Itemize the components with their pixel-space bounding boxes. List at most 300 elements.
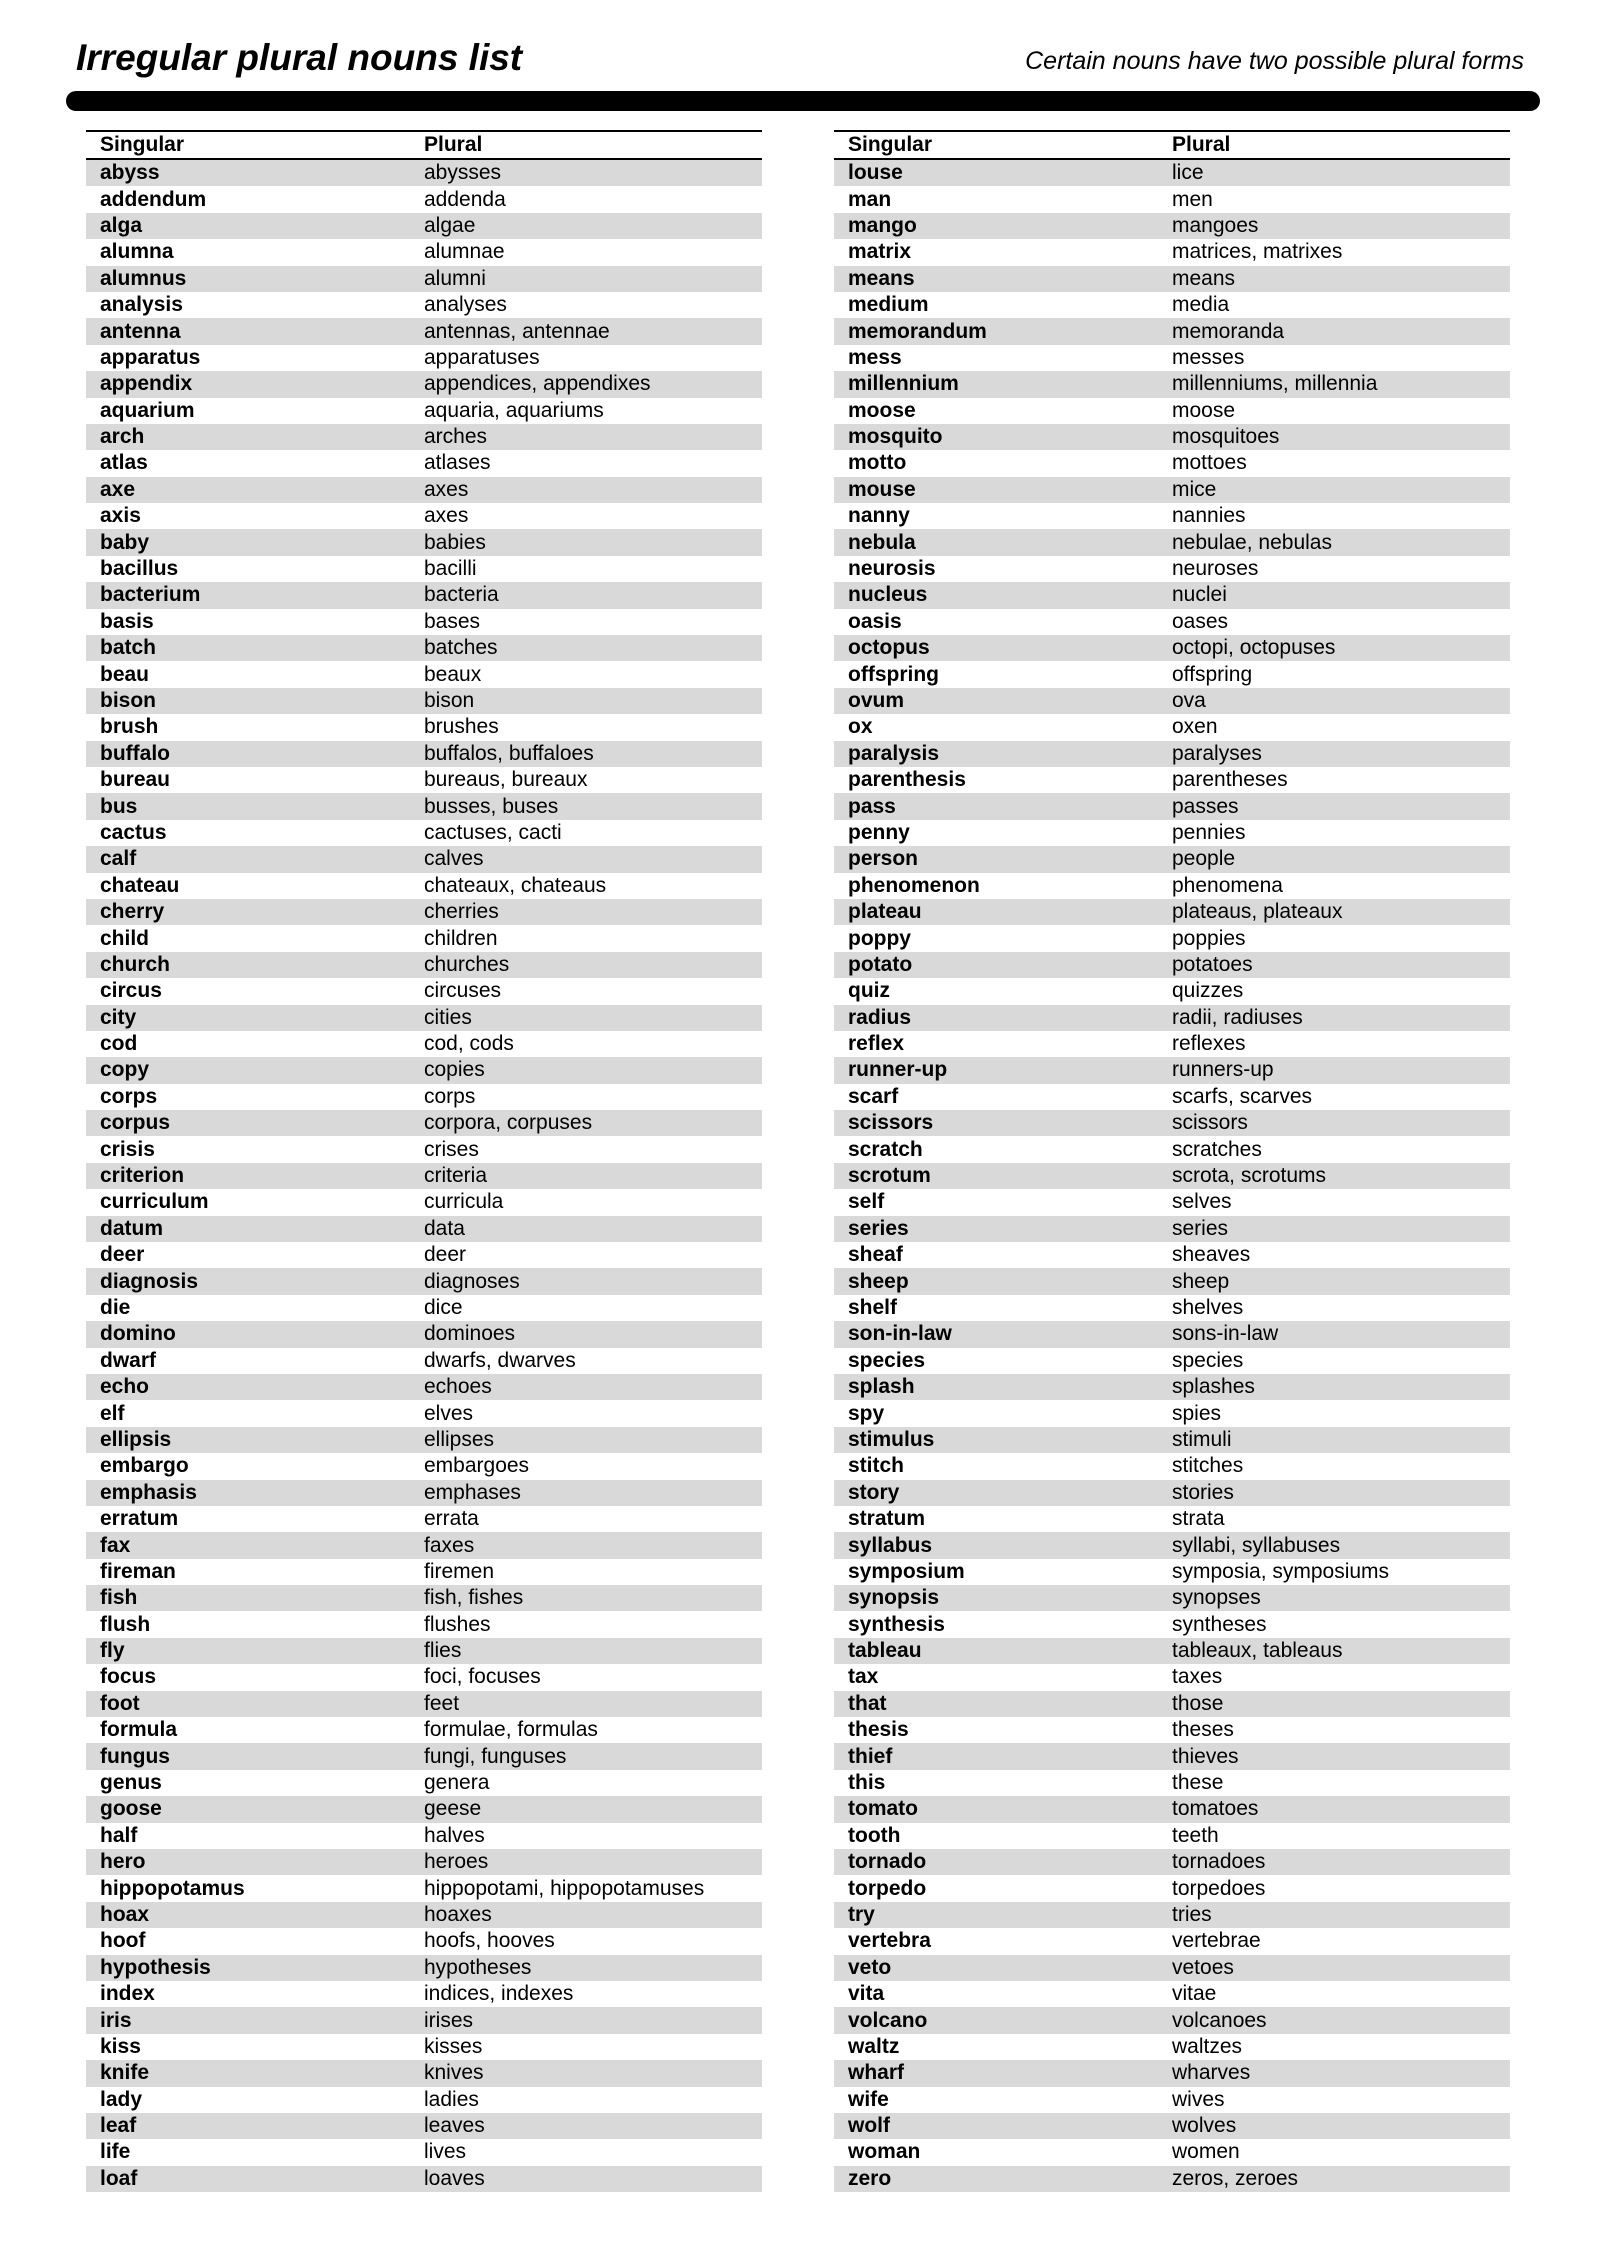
plural-cell: shelves bbox=[1172, 1295, 1244, 1319]
singular-cell: hoax bbox=[100, 1902, 150, 1926]
singular-cell: flush bbox=[100, 1612, 151, 1636]
table-row bbox=[86, 1796, 762, 1822]
singular-cell: quiz bbox=[848, 979, 890, 1003]
plural-cell: apparatuses bbox=[424, 345, 540, 369]
table-row bbox=[834, 1928, 1510, 1954]
table-row bbox=[834, 1981, 1510, 2007]
singular-cell: emphasis bbox=[100, 1480, 197, 1504]
plural-cell: indices, indexes bbox=[424, 1982, 574, 2006]
table-row bbox=[86, 899, 762, 925]
singular-cell: self bbox=[848, 1190, 885, 1214]
table-row bbox=[834, 1057, 1510, 1083]
plural-cell: circuses bbox=[424, 979, 502, 1003]
table-row bbox=[86, 318, 762, 344]
singular-cell: goose bbox=[100, 1797, 162, 1821]
table-row bbox=[834, 925, 1510, 951]
singular-cell: tornado bbox=[848, 1850, 927, 1874]
singular-cell: crisis bbox=[100, 1137, 155, 1161]
table-row bbox=[834, 477, 1510, 503]
singular-cell: millennium bbox=[848, 372, 959, 396]
plural-cell: babies bbox=[424, 530, 486, 554]
plural-cell: symposia, symposiums bbox=[1172, 1559, 1390, 1583]
table-row bbox=[834, 1559, 1510, 1585]
plural-cell: sheaves bbox=[1172, 1243, 1251, 1267]
plural-cell: parentheses bbox=[1172, 768, 1288, 792]
table-row bbox=[86, 1031, 762, 1057]
plural-cell: flushes bbox=[424, 1612, 491, 1636]
singular-cell: matrix bbox=[848, 240, 912, 264]
plural-cell: axes bbox=[424, 504, 469, 528]
table-row bbox=[834, 1163, 1510, 1189]
table-row bbox=[86, 1400, 762, 1426]
table-row bbox=[834, 635, 1510, 661]
table-row bbox=[86, 952, 762, 978]
singular-cell: axe bbox=[100, 477, 136, 501]
singular-cell: synthesis bbox=[848, 1612, 945, 1636]
table-row bbox=[86, 714, 762, 740]
table-row bbox=[86, 846, 762, 872]
table-row bbox=[86, 1453, 762, 1479]
singular-cell: fish bbox=[100, 1586, 138, 1610]
singular-cell: scissors bbox=[848, 1111, 934, 1135]
plural-cell: tries bbox=[1172, 1902, 1212, 1926]
table-row bbox=[834, 450, 1510, 476]
singular-cell: genus bbox=[100, 1771, 162, 1795]
singular-cell: plateau bbox=[848, 900, 922, 924]
table-row bbox=[86, 1585, 762, 1611]
table-row bbox=[86, 2166, 762, 2192]
table-row bbox=[86, 1823, 762, 1849]
plural-cell: formulae, formulas bbox=[424, 1718, 598, 1742]
plural-cell: memoranda bbox=[1172, 319, 1285, 343]
plural-cell: firemen bbox=[424, 1559, 495, 1583]
table-row bbox=[834, 1638, 1510, 1664]
table-row bbox=[86, 1136, 762, 1162]
table-row bbox=[834, 1506, 1510, 1532]
plural-cell: embargoes bbox=[424, 1454, 530, 1478]
plural-cell: vitae bbox=[1172, 1982, 1217, 2006]
singular-cell: symposium bbox=[848, 1559, 965, 1583]
singular-cell: mess bbox=[848, 345, 902, 369]
plural-cell: moose bbox=[1172, 398, 1236, 422]
singular-cell: tax bbox=[848, 1665, 879, 1689]
singular-cell: alumnus bbox=[100, 266, 187, 290]
table-row bbox=[834, 1216, 1510, 1242]
plural-cell: reflexes bbox=[1172, 1032, 1246, 1056]
table-row bbox=[834, 239, 1510, 265]
table-row bbox=[86, 2087, 762, 2113]
page-subtitle: Certain nouns have two possible plural forms bbox=[1025, 47, 1524, 75]
singular-cell: person bbox=[848, 847, 919, 871]
table-row bbox=[86, 661, 762, 687]
table-row bbox=[86, 635, 762, 661]
right-table-body bbox=[834, 160, 1510, 2192]
table-row bbox=[86, 1057, 762, 1083]
table-row bbox=[86, 1849, 762, 1875]
plural-cell: synopses bbox=[1172, 1586, 1261, 1610]
singular-cell: moose bbox=[848, 398, 916, 422]
table-row bbox=[834, 820, 1510, 846]
singular-cell: spy bbox=[848, 1401, 885, 1425]
plural-cell: messes bbox=[1172, 345, 1245, 369]
singular-cell: dwarf bbox=[100, 1348, 157, 1372]
plural-cell: alumni bbox=[424, 266, 486, 290]
plural-cell: waltzes bbox=[1172, 2034, 1243, 2058]
singular-cell: arch bbox=[100, 425, 145, 449]
plural-column-header: Plural bbox=[1172, 133, 1231, 156]
table-row bbox=[86, 1955, 762, 1981]
plural-cell: alumnae bbox=[424, 240, 505, 264]
table-row bbox=[86, 741, 762, 767]
singular-cell: stitch bbox=[848, 1454, 905, 1478]
table-row bbox=[834, 1189, 1510, 1215]
table-row bbox=[834, 1374, 1510, 1400]
plural-cell: buffalos, buffaloes bbox=[424, 741, 594, 765]
singular-cell: corpus bbox=[100, 1111, 171, 1135]
plural-cell: nebulae, nebulas bbox=[1172, 530, 1332, 554]
plural-cell: chateaux, chateaus bbox=[424, 873, 607, 897]
table-row bbox=[86, 345, 762, 371]
plural-cell: cities bbox=[424, 1005, 472, 1029]
plural-cell: algae bbox=[424, 213, 476, 237]
plural-cell: thieves bbox=[1172, 1744, 1239, 1768]
singular-cell: stratum bbox=[848, 1507, 926, 1531]
plural-cell: errata bbox=[424, 1507, 479, 1531]
singular-cell: appendix bbox=[100, 372, 193, 396]
header-divider-bar bbox=[66, 91, 1540, 111]
plural-cell: dominoes bbox=[424, 1322, 516, 1346]
plural-cell: cactuses, cacti bbox=[424, 820, 562, 844]
singular-cell: half bbox=[100, 1823, 138, 1847]
singular-cell: ox bbox=[848, 715, 873, 739]
plural-cell: vertebrae bbox=[1172, 1929, 1261, 1953]
singular-column-header: Singular bbox=[100, 133, 185, 156]
plural-cell: appendices, appendixes bbox=[424, 372, 651, 396]
singular-cell: bison bbox=[100, 689, 156, 712]
singular-cell: sheaf bbox=[848, 1243, 903, 1267]
singular-cell: penny bbox=[848, 820, 910, 844]
table-row bbox=[86, 1321, 762, 1347]
plural-cell: children bbox=[424, 926, 498, 950]
singular-cell: cherry bbox=[100, 900, 165, 924]
singular-cell: curriculum bbox=[100, 1190, 209, 1214]
plural-cell: fish, fishes bbox=[424, 1586, 524, 1610]
plural-cell: hoaxes bbox=[424, 1902, 492, 1926]
plural-cell: means bbox=[1172, 266, 1236, 290]
table-row bbox=[86, 424, 762, 450]
table-row bbox=[834, 1295, 1510, 1321]
plural-cell: hoofs, hooves bbox=[424, 1929, 555, 1953]
plural-cell: dice bbox=[424, 1295, 463, 1319]
plural-cell: potatoes bbox=[1172, 952, 1253, 976]
table-row bbox=[86, 1770, 762, 1796]
table-row bbox=[834, 978, 1510, 1004]
plural-cell: busses, buses bbox=[424, 794, 559, 818]
table-row bbox=[834, 266, 1510, 292]
singular-cell: species bbox=[848, 1348, 926, 1372]
plural-cell: teeth bbox=[1172, 1823, 1219, 1847]
table-row bbox=[834, 609, 1510, 635]
table-row bbox=[834, 873, 1510, 899]
singular-cell: thief bbox=[848, 1744, 893, 1768]
table-row bbox=[86, 371, 762, 397]
table-row bbox=[86, 477, 762, 503]
singular-cell: motto bbox=[848, 451, 907, 475]
singular-cell: potato bbox=[848, 952, 913, 976]
singular-cell: circus bbox=[100, 979, 162, 1003]
singular-cell: elf bbox=[100, 1401, 125, 1425]
singular-cell: scrotum bbox=[848, 1164, 931, 1188]
singular-cell: hippopotamus bbox=[100, 1876, 245, 1900]
table-row bbox=[86, 873, 762, 899]
singular-cell: nucleus bbox=[848, 583, 928, 607]
plural-cell: tomatoes bbox=[1172, 1797, 1259, 1821]
plural-cell: halves bbox=[424, 1823, 485, 1847]
table-row bbox=[834, 1691, 1510, 1717]
singular-cell: woman bbox=[848, 2140, 921, 2164]
table-row bbox=[834, 1242, 1510, 1268]
singular-cell: tomato bbox=[848, 1797, 918, 1821]
singular-cell: louse bbox=[848, 161, 903, 185]
table-row bbox=[86, 609, 762, 635]
singular-cell: loaf bbox=[100, 2166, 138, 2190]
plural-cell: aquaria, aquariums bbox=[424, 398, 604, 422]
table-row bbox=[86, 1532, 762, 1558]
table-row bbox=[834, 899, 1510, 925]
singular-cell: focus bbox=[100, 1665, 157, 1689]
plural-cell: copies bbox=[424, 1058, 485, 1082]
singular-cell: oasis bbox=[848, 609, 902, 633]
singular-cell: buffalo bbox=[100, 741, 170, 765]
singular-cell: index bbox=[100, 1982, 155, 2006]
plural-cell: vetoes bbox=[1172, 1955, 1234, 1979]
plural-cell: corps bbox=[424, 1084, 476, 1108]
singular-cell: city bbox=[100, 1005, 137, 1029]
table-row bbox=[834, 661, 1510, 687]
table-row bbox=[834, 371, 1510, 397]
singular-cell: batch bbox=[100, 636, 157, 660]
table-row bbox=[834, 1585, 1510, 1611]
table-row bbox=[834, 741, 1510, 767]
singular-cell: hypothesis bbox=[100, 1955, 211, 1979]
singular-cell: wharf bbox=[848, 2061, 905, 2085]
singular-cell: axis bbox=[100, 504, 141, 528]
plural-cell: echoes bbox=[424, 1375, 492, 1399]
singular-cell: thesis bbox=[848, 1718, 909, 1742]
singular-cell: bacterium bbox=[100, 583, 201, 607]
singular-cell: apparatus bbox=[100, 345, 201, 369]
table-row bbox=[834, 1611, 1510, 1637]
singular-cell: alumna bbox=[100, 240, 174, 264]
plural-cell: scissors bbox=[1172, 1111, 1248, 1135]
singular-cell: phenomenon bbox=[848, 873, 980, 897]
singular-cell: reflex bbox=[848, 1032, 905, 1056]
singular-cell: nanny bbox=[848, 504, 910, 528]
singular-cell: diagnosis bbox=[100, 1269, 199, 1293]
singular-cell: ovum bbox=[848, 689, 905, 712]
table-row bbox=[86, 292, 762, 318]
plural-cell: corpora, corpuses bbox=[424, 1111, 593, 1135]
table-row bbox=[86, 1242, 762, 1268]
table-row bbox=[86, 503, 762, 529]
table-row bbox=[86, 1664, 762, 1690]
table-row bbox=[86, 1981, 762, 2007]
table-row bbox=[834, 2139, 1510, 2165]
singular-cell: die bbox=[100, 1295, 131, 1319]
singular-cell: wolf bbox=[848, 2114, 890, 2138]
plural-cell: plateaus, plateaux bbox=[1172, 900, 1343, 924]
singular-cell: bureau bbox=[100, 768, 171, 792]
table-row bbox=[86, 213, 762, 239]
singular-cell: neurosis bbox=[848, 557, 936, 581]
singular-cell: offspring bbox=[848, 662, 939, 686]
plural-cell: passes bbox=[1172, 794, 1239, 818]
plural-cell: flies bbox=[424, 1639, 462, 1663]
singular-cell: son-in-law bbox=[848, 1322, 952, 1346]
plural-cell: ova bbox=[1172, 689, 1206, 712]
table-row bbox=[86, 2113, 762, 2139]
plural-cell: wharves bbox=[1172, 2061, 1251, 2085]
singular-cell: tableau bbox=[848, 1639, 922, 1663]
plural-cell: ladies bbox=[424, 2087, 479, 2111]
table-row bbox=[834, 2007, 1510, 2033]
table-row bbox=[834, 213, 1510, 239]
table-row bbox=[834, 952, 1510, 978]
left-noun-table bbox=[86, 130, 762, 2192]
singular-cell: copy bbox=[100, 1058, 150, 1082]
singular-cell: fax bbox=[100, 1533, 131, 1557]
table-row bbox=[834, 1717, 1510, 1743]
plural-cell: theses bbox=[1172, 1718, 1234, 1742]
plural-cell: radii, radiuses bbox=[1172, 1005, 1303, 1029]
singular-cell: cactus bbox=[100, 820, 167, 844]
singular-cell: abyss bbox=[100, 161, 160, 185]
plural-cell: feet bbox=[424, 1691, 460, 1715]
singular-cell: wife bbox=[848, 2087, 889, 2111]
singular-cell: try bbox=[848, 1902, 875, 1926]
table-row bbox=[834, 1823, 1510, 1849]
plural-cell: diagnoses bbox=[424, 1269, 520, 1293]
plural-cell: oxen bbox=[1172, 715, 1218, 739]
left-table-body bbox=[86, 160, 762, 2192]
table-row bbox=[834, 2166, 1510, 2192]
right-noun-table bbox=[834, 130, 1510, 2192]
plural-cell: ellipses bbox=[424, 1427, 495, 1451]
table-row bbox=[86, 1295, 762, 1321]
plural-cell: stimuli bbox=[1172, 1427, 1232, 1451]
plural-cell: criteria bbox=[424, 1164, 488, 1188]
table-row bbox=[86, 1691, 762, 1717]
plural-column-header: Plural bbox=[424, 133, 483, 156]
table-row bbox=[86, 1189, 762, 1215]
plural-cell: syllabi, syllabuses bbox=[1172, 1533, 1341, 1557]
plural-cell: phenomena bbox=[1172, 873, 1283, 897]
plural-cell: strata bbox=[1172, 1507, 1225, 1531]
table-row bbox=[86, 1928, 762, 1954]
plural-cell: faxes bbox=[424, 1533, 475, 1557]
table-row bbox=[834, 1532, 1510, 1558]
plural-cell: hippopotami, hippopotamuses bbox=[424, 1876, 705, 1900]
table-row bbox=[86, 398, 762, 424]
singular-cell: calf bbox=[100, 847, 137, 871]
plural-cell: cod, cods bbox=[424, 1032, 514, 1056]
plural-cell: hypotheses bbox=[424, 1955, 532, 1979]
plural-cell: foci, focuses bbox=[424, 1665, 541, 1689]
singular-cell: volcano bbox=[848, 2008, 928, 2032]
plural-cell: neuroses bbox=[1172, 557, 1259, 581]
plural-cell: bureaus, bureaux bbox=[424, 768, 588, 792]
table-row bbox=[834, 529, 1510, 555]
plural-cell: crises bbox=[424, 1137, 479, 1161]
plural-cell: knives bbox=[424, 2061, 484, 2085]
table-row bbox=[86, 1005, 762, 1031]
singular-cell: mosquito bbox=[848, 425, 943, 449]
plural-cell: dwarfs, dwarves bbox=[424, 1348, 576, 1372]
singular-cell: embargo bbox=[100, 1454, 189, 1478]
plural-cell: scarfs, scarves bbox=[1172, 1084, 1313, 1108]
table-row bbox=[86, 2007, 762, 2033]
plural-cell: bacilli bbox=[424, 557, 477, 581]
plural-cell: selves bbox=[1172, 1190, 1232, 1214]
singular-cell: foot bbox=[100, 1691, 140, 1715]
table-row bbox=[86, 1559, 762, 1585]
plural-cell: fungi, funguses bbox=[424, 1744, 567, 1768]
singular-cell: stimulus bbox=[848, 1427, 935, 1451]
plural-cell: scrota, scrotums bbox=[1172, 1164, 1327, 1188]
table-row bbox=[86, 186, 762, 212]
plural-cell: kisses bbox=[424, 2034, 483, 2058]
table-row bbox=[86, 1268, 762, 1294]
plural-cell: zeros, zeroes bbox=[1172, 2166, 1299, 2190]
singular-cell: kiss bbox=[100, 2034, 141, 2058]
singular-cell: bacillus bbox=[100, 557, 179, 581]
plural-cell: quizzes bbox=[1172, 979, 1244, 1003]
plural-cell: sheep bbox=[1172, 1269, 1230, 1293]
table-row bbox=[834, 1875, 1510, 1901]
table-row bbox=[834, 1348, 1510, 1374]
singular-cell: chateau bbox=[100, 873, 180, 897]
table-row bbox=[834, 1268, 1510, 1294]
singular-cell: domino bbox=[100, 1322, 176, 1346]
singular-cell: child bbox=[100, 926, 150, 950]
singular-cell: knife bbox=[100, 2061, 150, 2085]
table-row bbox=[834, 1400, 1510, 1426]
plural-cell: media bbox=[1172, 293, 1230, 317]
plural-cell: women bbox=[1172, 2140, 1240, 2164]
singular-cell: lady bbox=[100, 2087, 143, 2111]
table-row bbox=[834, 1743, 1510, 1769]
table-row bbox=[86, 767, 762, 793]
plural-cell: wives bbox=[1172, 2087, 1225, 2111]
table-row bbox=[834, 846, 1510, 872]
singular-cell: atlas bbox=[100, 451, 148, 475]
table-row bbox=[834, 345, 1510, 371]
table-row bbox=[834, 160, 1510, 186]
table-row bbox=[834, 582, 1510, 608]
singular-cell: life bbox=[100, 2140, 131, 2164]
singular-cell: octopus bbox=[848, 636, 930, 660]
table-row bbox=[86, 1216, 762, 1242]
singular-column-header: Singular bbox=[848, 133, 933, 156]
table-row bbox=[834, 1480, 1510, 1506]
plural-cell: heroes bbox=[424, 1850, 489, 1874]
singular-cell: waltz bbox=[848, 2034, 900, 2058]
table-row bbox=[86, 556, 762, 582]
plural-cell: stitches bbox=[1172, 1454, 1244, 1478]
plural-cell: data bbox=[424, 1216, 465, 1240]
table-row bbox=[86, 1480, 762, 1506]
table-row bbox=[86, 820, 762, 846]
